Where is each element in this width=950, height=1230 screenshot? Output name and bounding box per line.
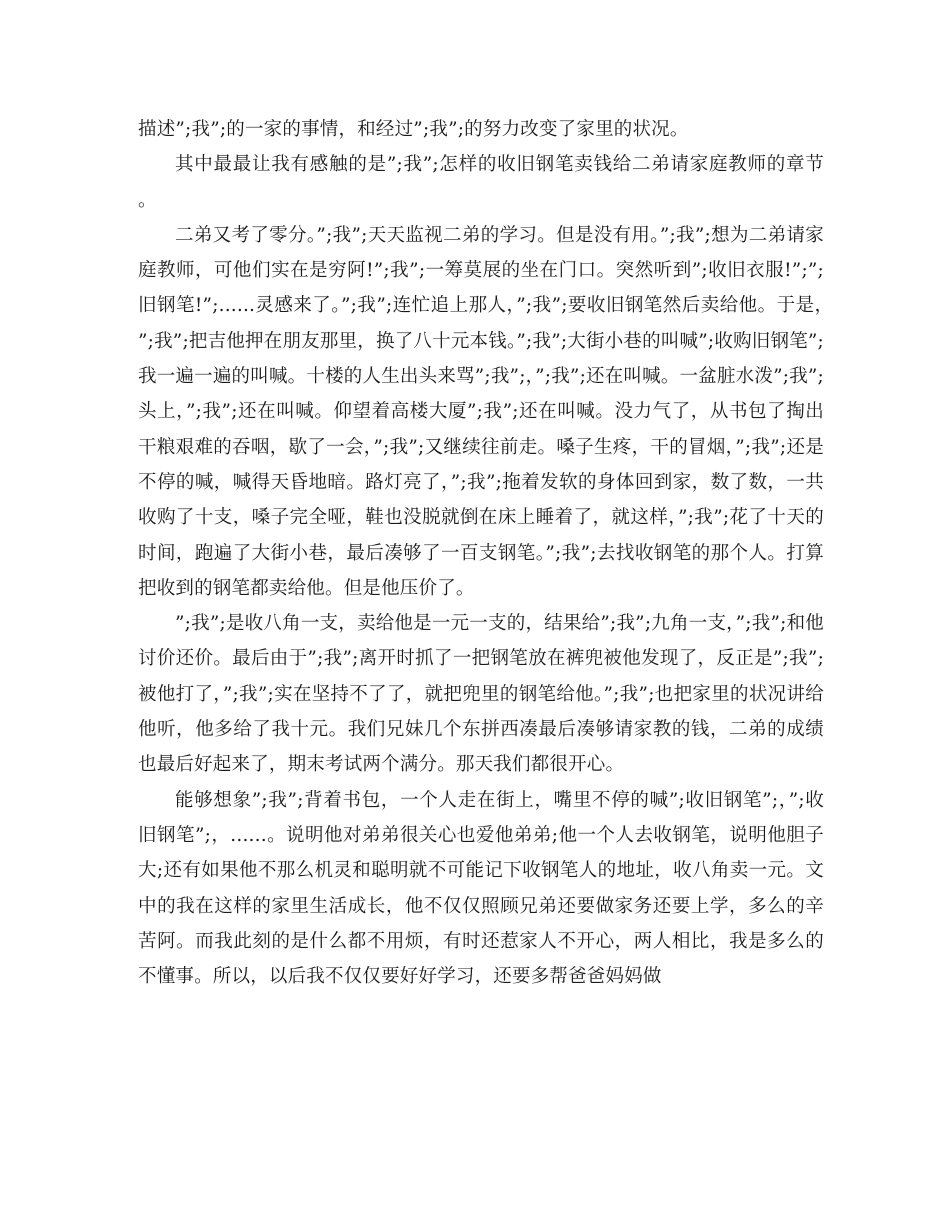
paragraph-1: 描述”;我”;的一家的事情，和经过”;我”;的努力改变了家里的状况。 <box>138 119 689 140</box>
paragraph-5: 能够想象”;我”;背着书包，一个人走在街上，嘴里不停的喊”;收旧钢笔”;，”;收旧钢笔”;，......。说明他对弟弟很关心也爱他弟弟;他一个人去收钢笔，说明他胆子大;还有如果他不那么机灵和聪明就不可能记下收钢笔人的地址，收八角卖一元。文中的我在这样的家里生活成长，他不仅仅照顾兄弟还要做家务还要上学，多么的辛苦阿。而我此刻的是什么都不用烦，有时还惹家人不开心，两人相比，我是多么的不懂事。所以，以后我不仅仅要好好学习，还要多帮爸爸妈妈做 <box>138 789 824 988</box>
paragraph-3: 二弟又考了零分。”;我”;天天监视二弟的学习。但是没有用。”;我”;想为二弟请家庭教师，可他们实在是穷阿!”;我”;一筹莫展的坐在门口。突然听到”;收旧衣服!”;”;旧钢笔!”;......灵感来了。”;我”;连忙追上那人，”;我”;要收旧钢笔然后卖给他。于是，”;我”;把吉他押在朋友那里，换了八十元本钱。”;我”;大街小巷的叫喊”;收购旧钢笔”;我一遍一遍的叫喊。十楼的人生出头来骂”;我”;，”;我”;还在叫喊。一盆脏水泼”;我”;头上，”;我”;还在叫喊。仰望着高楼大厦”;我”;还在叫喊。没力气了，从书包了掏出干粮艰难的吞咽，歇了一会，”;我”;又继续往前走。嗓子生疼，干的冒烟，”;我”;还是不停的喊，喊得天昏地暗。路灯亮了，”;我”;拖着发软的身体回到家，数了数，一共收购了十支，嗓子完全哑，鞋也没脱就倒在床上睡着了，就这样，”;我”;花了十天的时间，跑遍了大街小巷，最后凑够了一百支钢笔。”;我”;去找收钢笔的那个人。打算把收到的钢笔都卖给他。但是他压价了。 <box>138 224 824 599</box>
document-body <box>138 112 824 994</box>
paragraph-2: 其中最最让我有感触的是”;我”;怎样的收旧钢笔卖钱给二弟请家庭教师的章节。 <box>138 154 824 211</box>
paragraph-4: ”;我”;是收八角一支，卖给他是一元一支的，结果给”;我”;九角一支，”;我”;和他讨价还价。最后由于”;我”;离开时抓了一把钢笔放在裤兜被他发现了，反正是”;我”;被他打了，”;我”;实在坚持不了了，就把兜里的钢笔给他。”;我”;也把家里的状况讲给他听，他多给了我十元。我们兄妹几个东拼西凑最后凑够请家教的钱，二弟的成绩也最后好起来了，期末考试两个满分。那天我们都很开心。 <box>138 613 824 776</box>
